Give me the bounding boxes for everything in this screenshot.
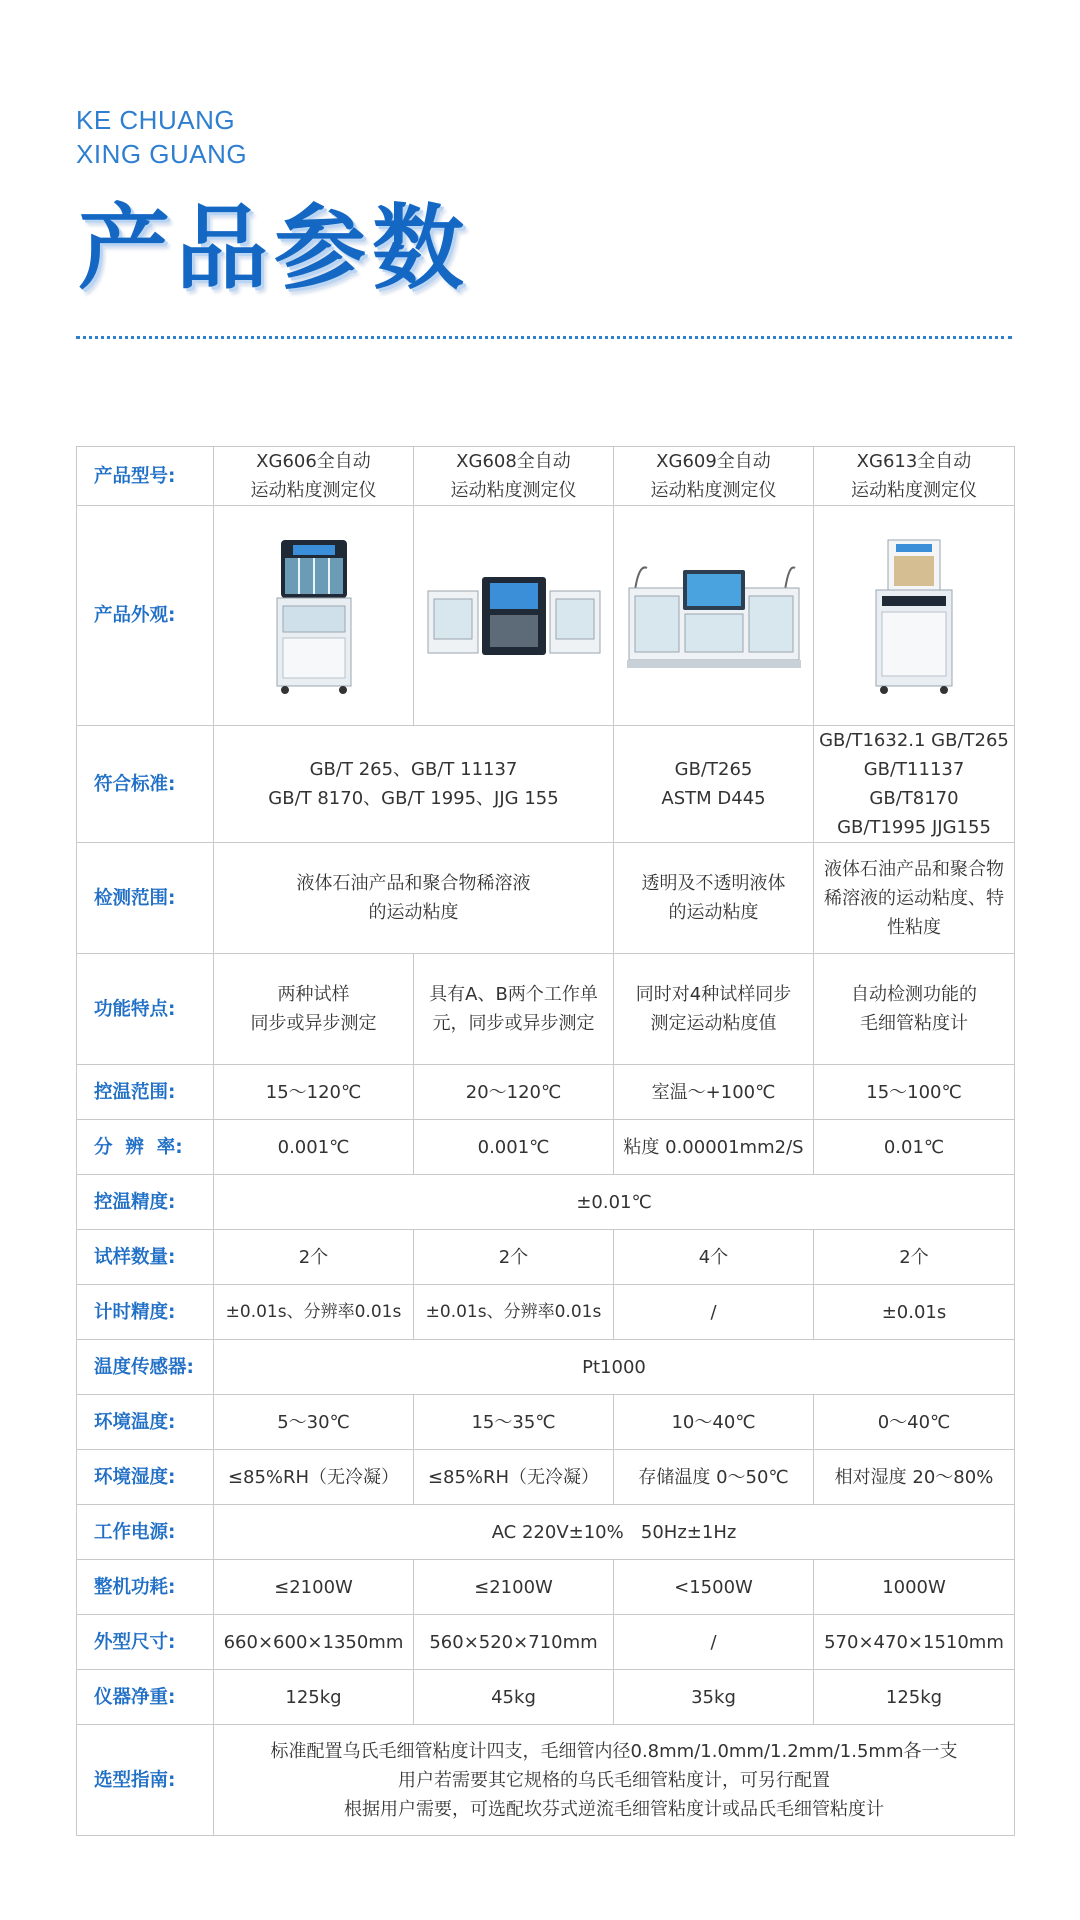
table-cell: 0.001℃ bbox=[414, 1120, 614, 1175]
table-cell: 45kg bbox=[414, 1670, 614, 1725]
table-row-appearance bbox=[77, 506, 1015, 726]
table-row-temp-range bbox=[77, 1065, 1015, 1120]
row-label: 工作电源: bbox=[77, 1505, 214, 1560]
model-cell: XG606全自动 运动粘度测定仪 bbox=[214, 447, 414, 506]
table-cell: GB/T1632.1 GB/T265 GB/T11137 GB/T8170 GB/T1995 JJG155 bbox=[814, 726, 1015, 843]
table-row-selection-guide bbox=[77, 1725, 1015, 1836]
table-cell: 1000W bbox=[814, 1560, 1015, 1615]
table-cell: 2个 bbox=[814, 1230, 1015, 1285]
table-cell: ≤2100W bbox=[414, 1560, 614, 1615]
table-cell: 0～40℃ bbox=[814, 1395, 1015, 1450]
table-cell: 0.01℃ bbox=[814, 1120, 1015, 1175]
table-row-power-consumption bbox=[77, 1560, 1015, 1615]
table-row-timing bbox=[77, 1285, 1015, 1340]
table-row-sample-count bbox=[77, 1230, 1015, 1285]
row-label: 温度传感器: bbox=[77, 1340, 214, 1395]
table-row-power-supply bbox=[77, 1505, 1015, 1560]
table-row-model bbox=[77, 447, 1015, 506]
table-row-dimensions bbox=[77, 1615, 1015, 1670]
table-row-range bbox=[77, 843, 1015, 954]
table-cell: 15～100℃ bbox=[814, 1065, 1015, 1120]
table-cell: ≤85%RH（无冷凝） bbox=[214, 1450, 414, 1505]
table-cell: GB/T 265、GB/T 11137 GB/T 8170、GB/T 1995、JJG 155 bbox=[214, 726, 614, 843]
xg606-instrument-image bbox=[269, 536, 359, 696]
model-cell: XG613全自动 运动粘度测定仪 bbox=[814, 447, 1015, 506]
row-label: 选型指南: bbox=[77, 1725, 214, 1836]
table-cell: 同时对4种试样同步 测定运动粘度值 bbox=[614, 954, 814, 1065]
table-cell: 125kg bbox=[214, 1670, 414, 1725]
xg609-instrument-image bbox=[625, 560, 803, 672]
table-cell: 5～30℃ bbox=[214, 1395, 414, 1450]
product-image-cell bbox=[614, 506, 814, 726]
table-cell: 10～40℃ bbox=[614, 1395, 814, 1450]
product-image-cell bbox=[414, 506, 614, 726]
table-row-sensor bbox=[77, 1340, 1015, 1395]
table-cell: 两种试样 同步或异步测定 bbox=[214, 954, 414, 1065]
row-label: 分 辨 率: bbox=[77, 1120, 214, 1175]
table-cell: 20～120℃ bbox=[414, 1065, 614, 1120]
table-cell: / bbox=[614, 1615, 814, 1670]
table-cell: ±0.01s bbox=[814, 1285, 1015, 1340]
row-label: 功能特点: bbox=[77, 954, 214, 1065]
table-cell: 室温～+100℃ bbox=[614, 1065, 814, 1120]
table-cell: ≤85%RH（无冷凝） bbox=[414, 1450, 614, 1505]
table-cell: ±0.01s、分辨率0.01s bbox=[414, 1285, 614, 1340]
row-label: 计时精度: bbox=[77, 1285, 214, 1340]
spec-table bbox=[76, 446, 1015, 1836]
table-cell: 粘度 0.00001mm2/S bbox=[614, 1120, 814, 1175]
page-title: 产品参数 bbox=[78, 194, 471, 302]
table-cell: 2个 bbox=[214, 1230, 414, 1285]
table-row-weight bbox=[77, 1670, 1015, 1725]
table-cell: 15～120℃ bbox=[214, 1065, 414, 1120]
table-cell: Pt1000 bbox=[214, 1340, 1015, 1395]
table-cell: GB/T265 ASTM D445 bbox=[614, 726, 814, 843]
table-row-temp-accuracy bbox=[77, 1175, 1015, 1230]
table-row-features bbox=[77, 954, 1015, 1065]
xg608-instrument-image bbox=[426, 571, 602, 661]
row-label: 整机功耗: bbox=[77, 1560, 214, 1615]
row-label: 产品外观: bbox=[77, 506, 214, 726]
table-row-humidity bbox=[77, 1450, 1015, 1505]
row-label: 控温精度: bbox=[77, 1175, 214, 1230]
table-cell: 560×520×710mm bbox=[414, 1615, 614, 1670]
table-row-resolution bbox=[77, 1120, 1015, 1175]
row-label: 外型尺寸: bbox=[77, 1615, 214, 1670]
table-cell: ≤2100W bbox=[214, 1560, 414, 1615]
dotted-divider bbox=[76, 336, 1012, 339]
product-image-cell bbox=[814, 506, 1015, 726]
row-label: 仪器净重: bbox=[77, 1670, 214, 1725]
table-cell: AC 220V±10% 50Hz±1Hz bbox=[214, 1505, 1015, 1560]
row-label: 控温范围: bbox=[77, 1065, 214, 1120]
table-cell: 570×470×1510mm bbox=[814, 1615, 1015, 1670]
table-cell: 相对湿度 20～80% bbox=[814, 1450, 1015, 1505]
row-label: 环境温度: bbox=[77, 1395, 214, 1450]
table-cell: ±0.01s、分辨率0.01s bbox=[214, 1285, 414, 1340]
xg613-instrument-image bbox=[870, 536, 958, 696]
table-cell: 液体石油产品和聚合物稀溶液 的运动粘度 bbox=[214, 843, 614, 954]
table-row-standards bbox=[77, 726, 1015, 843]
brand-line-1: KE CHUANG bbox=[76, 105, 236, 135]
table-cell: 自动检测功能的 毛细管粘度计 bbox=[814, 954, 1015, 1065]
row-label: 符合标准: bbox=[77, 726, 214, 843]
table-cell: 透明及不透明液体 的运动粘度 bbox=[614, 843, 814, 954]
table-cell: <1500W bbox=[614, 1560, 814, 1615]
model-cell: XG609全自动 运动粘度测定仪 bbox=[614, 447, 814, 506]
table-cell: 存储温度 0～50℃ bbox=[614, 1450, 814, 1505]
table-cell: / bbox=[614, 1285, 814, 1340]
row-label: 环境湿度: bbox=[77, 1450, 214, 1505]
table-cell: 125kg bbox=[814, 1670, 1015, 1725]
row-label: 试样数量: bbox=[77, 1230, 214, 1285]
product-image-cell bbox=[214, 506, 414, 726]
row-label: 产品型号: bbox=[77, 447, 214, 506]
table-cell: ±0.01℃ bbox=[214, 1175, 1015, 1230]
table-cell: 2个 bbox=[414, 1230, 614, 1285]
table-cell: 15～35℃ bbox=[414, 1395, 614, 1450]
table-cell: 具有A、B两个工作单 元，同步或异步测定 bbox=[414, 954, 614, 1065]
table-cell: 4个 bbox=[614, 1230, 814, 1285]
table-cell: 液体石油产品和聚合物 稀溶液的运动粘度、特 性粘度 bbox=[814, 843, 1015, 954]
model-cell: XG608全自动 运动粘度测定仪 bbox=[414, 447, 614, 506]
row-label: 检测范围: bbox=[77, 843, 214, 954]
brand-block bbox=[76, 103, 247, 171]
table-cell: 0.001℃ bbox=[214, 1120, 414, 1175]
table-row-ambient-temp bbox=[77, 1395, 1015, 1450]
table-cell: 660×600×1350mm bbox=[214, 1615, 414, 1670]
brand-line-2: XING GUANG bbox=[76, 139, 248, 169]
table-cell: 35kg bbox=[614, 1670, 814, 1725]
table-cell: 标准配置乌氏毛细管粘度计四支，毛细管内径0.8mm/1.0mm/1.2mm/1.5mm各一支 用户若需要其它规格的乌氏毛细管粘度计，可另行配置 根据用户需要，可选配坎芬式逆流毛细管粘度计或品氏毛细管粘度计 bbox=[214, 1725, 1015, 1836]
